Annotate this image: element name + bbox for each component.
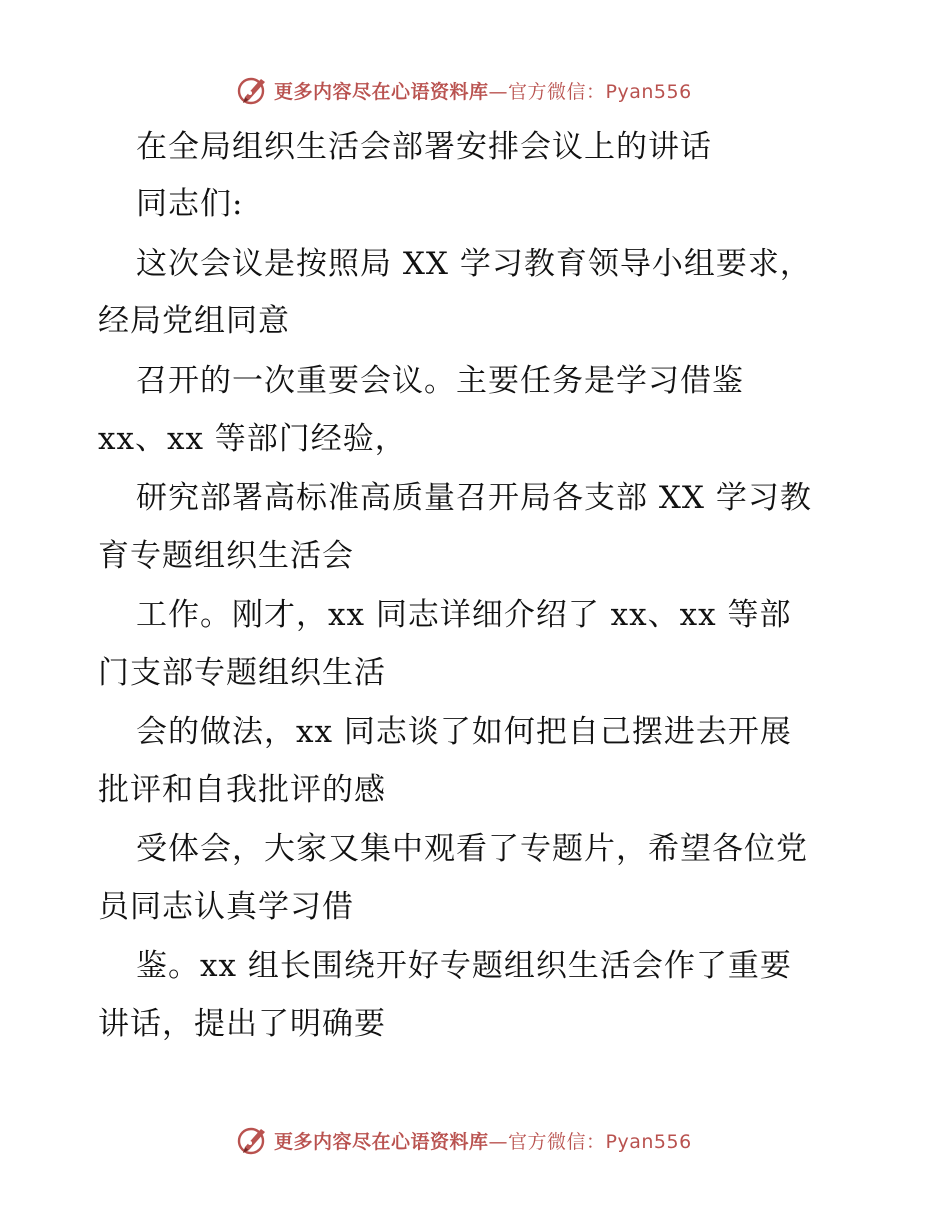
document-title: 在全局组织生活会部署安排会议上的讲话 — [136, 129, 712, 165]
text-line: 育专题组织生活会 — [98, 538, 354, 574]
text-line: 员同志认真学习借 — [98, 889, 354, 925]
text-line: 同志们: — [136, 186, 244, 222]
banner-wechat: 官方微信：Pyan556 — [508, 1130, 692, 1153]
text-line: 召开的一次重要会议。主要任务是学习借鉴 — [136, 363, 744, 399]
text-line: 这次会议是按照局 XX 学习教育领导小组要求， — [136, 246, 812, 282]
header-banner-content — [236, 70, 692, 110]
footer-banner — [0, 1120, 950, 1160]
text-line: 鉴。xx 组长围绕开好专题组织生活会作了重要 — [136, 948, 792, 984]
header-banner — [0, 70, 950, 110]
text-line: 工作。刚才，xx 同志详细介绍了 xx、xx 等部 — [136, 597, 792, 633]
text-line: 受体会，大家又集中观看了专题片，希望各位党 — [136, 831, 808, 867]
footer-banner-content — [236, 1120, 692, 1160]
pen-logo-icon — [236, 73, 270, 107]
text-line: 批评和自我批评的感 — [98, 772, 386, 808]
banner-dash: — — [488, 1130, 509, 1153]
text-line: 门支部专题组织生活 — [98, 655, 386, 691]
banner-wechat: 官方微信：Pyan556 — [508, 80, 692, 103]
banner-text — [274, 77, 692, 104]
banner-dash: — — [488, 80, 509, 103]
pen-logo-icon — [236, 1123, 270, 1157]
text-line: 会的做法，xx 同志谈了如何把自己摆进去开展 — [136, 714, 792, 750]
text-line: xx、xx 等部门经验， — [98, 421, 407, 457]
text-line: 研究部署高标准高质量召开局各支部 XX 学习教 — [136, 480, 812, 516]
banner-site-name: 更多内容尽在心语资料库 — [274, 1130, 489, 1153]
banner-site-name: 更多内容尽在心语资料库 — [274, 80, 489, 103]
text-line: 经局党组同意 — [98, 303, 290, 339]
text-line: 讲话，提出了明确要 — [98, 1006, 386, 1042]
banner-text — [274, 1127, 692, 1154]
